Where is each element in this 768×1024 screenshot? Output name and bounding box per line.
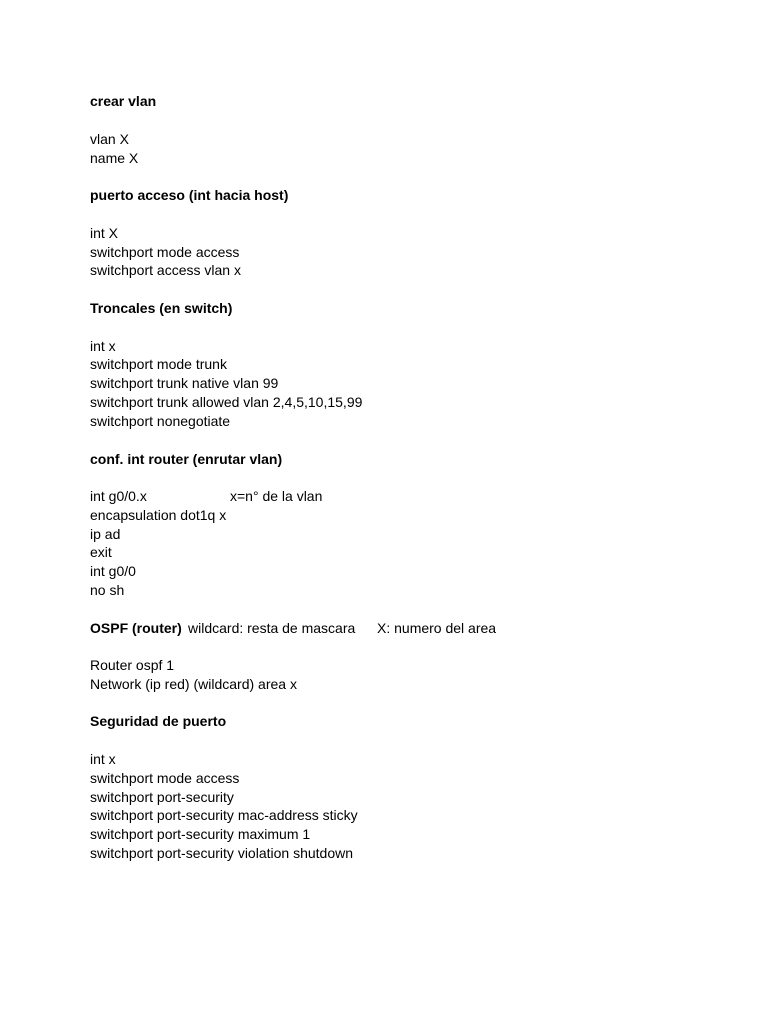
section-heading-conf-int-router: conf. int router (enrutar vlan) xyxy=(90,451,283,467)
command-line: exit xyxy=(90,544,112,560)
command-line: switchport mode access xyxy=(90,770,240,786)
command-line: switchport access vlan x xyxy=(90,262,241,278)
section-heading-crear-vlan: crear vlan xyxy=(90,93,157,109)
command-line: switchport trunk allowed vlan 2,4,5,10,15,99 xyxy=(90,394,363,410)
command-line: switchport trunk native vlan 99 xyxy=(90,375,279,391)
command-line: switchport mode access xyxy=(90,244,240,260)
command-line: Network (ip red) (wildcard) area x xyxy=(90,676,297,692)
command-line: switchport port-security violation shutdown xyxy=(90,845,354,861)
command-line: ip ad xyxy=(90,526,121,542)
command-line: int g0/0 xyxy=(90,563,136,579)
section-heading-puerto-acceso: puerto acceso (int hacia host) xyxy=(90,187,289,203)
command-line: int X xyxy=(90,225,119,241)
command-line: encapsulation dot1q x xyxy=(90,507,227,523)
command-line: Router ospf 1 xyxy=(90,657,175,673)
command-line: vlan X xyxy=(90,131,129,147)
command-line: no sh xyxy=(90,582,125,598)
command-line: int x xyxy=(90,751,116,767)
vlan-number-note: x=n° de la vlan xyxy=(230,488,323,504)
command-line: switchport mode trunk xyxy=(90,356,227,372)
command-line: switchport nonegotiate xyxy=(90,413,231,429)
section-heading-seguridad-de-puerto: Seguridad de puerto xyxy=(90,713,227,729)
command-line: switchport port-security xyxy=(90,789,234,805)
command-line: switchport port-security mac-address sticky xyxy=(90,807,358,823)
wildcard-note: wildcard: resta de mascara xyxy=(188,620,356,636)
command-line: int x xyxy=(90,338,116,354)
command-line: name X xyxy=(90,150,139,166)
area-number-note: X: numero del area xyxy=(377,620,497,636)
command-line: switchport port-security maximum 1 xyxy=(90,826,311,842)
command-line: int g0/0.x xyxy=(90,488,147,504)
section-heading-troncales: Troncales (en switch) xyxy=(90,300,233,316)
section-heading-ospf: OSPF (router) xyxy=(90,620,182,636)
